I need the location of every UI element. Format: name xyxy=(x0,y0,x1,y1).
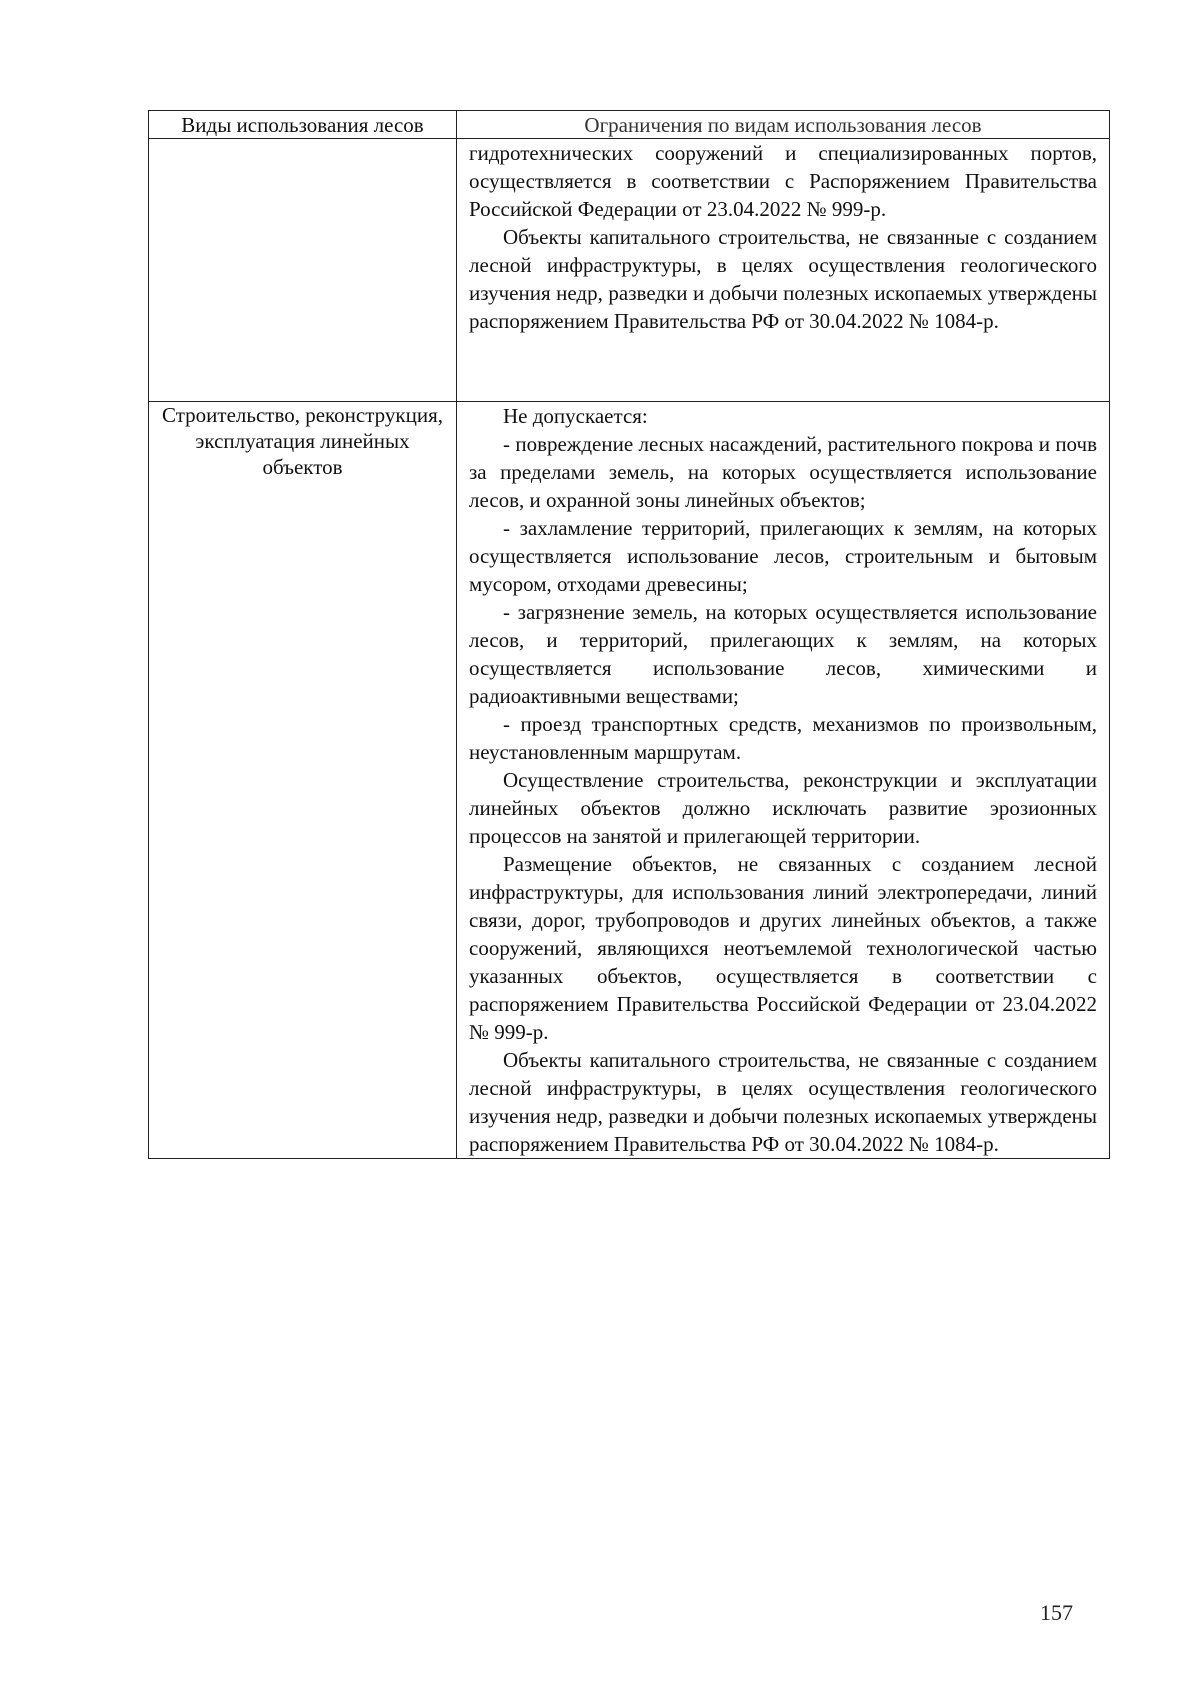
restriction-paragraph: - захламление территорий, прилегающих к землям, на которых осуществляется использование лесов, строительным и бытовым мусором, отходами древесины; xyxy=(469,516,1097,596)
restriction-paragraph: - загрязнение земель, на которых осуществляется использование лесов, и территорий, прилегающих к землям, на которых осуществляется использование лесов, химическими и радиоактивными веществами; xyxy=(469,600,1097,708)
row-2-restrictions xyxy=(457,402,1110,1159)
restriction-paragraph: Осуществление строительства, реконструкции и эксплуатации линейных объектов должно исключать развитие эрозионных процессов на занятой и прилегающей территории. xyxy=(469,768,1097,848)
restriction-paragraph: Объекты капитального строительства, не связанные с созданием лесной инфраструктуры, в целях осуществления геологического изучения недр, разведки и добычи полезных ископаемых утверждены распоряжением Правительства РФ от 30.04.2022 № 1084-р. xyxy=(469,1048,1097,1156)
table-row xyxy=(149,139,1110,402)
restriction-paragraph: Не допускается: xyxy=(503,404,648,428)
header-restrictions: Ограничения по видам использования лесов xyxy=(457,111,1110,139)
row-2-use-type: Строительство, реконструкция, эксплуатация линейных объектов xyxy=(149,402,457,1159)
row-1-use-type xyxy=(149,139,457,402)
row-1-restrictions xyxy=(457,139,1110,402)
restrictions-table xyxy=(148,110,1110,1159)
page-number: 157 xyxy=(1040,1600,1073,1625)
header-forest-use-types: Виды использования лесов xyxy=(149,111,457,139)
restriction-paragraph: - проезд транспортных средств, механизмов по произвольным, неустановленным маршрутам. xyxy=(469,712,1097,764)
restriction-paragraph: - повреждение лесных насаждений, растительного покрова и почв за пределами земель, на которых осуществляется использование лесов, и охранной зоны линейных объектов; xyxy=(469,432,1097,512)
table-header-row xyxy=(149,111,1110,139)
table-row xyxy=(149,402,1110,1159)
restriction-paragraph: Объекты капитального строительства, не связанные с созданием лесной инфраструктуры, в целях осуществления геологического изучения недр, разведки и добычи полезных ископаемых утверждены распоряжением Правительства РФ от 30.04.2022 № 1084-р. xyxy=(469,225,1097,333)
restriction-paragraph: гидротехнических сооружений и специализированных портов, осуществляется в соответствии с Распоряжением Правительства Российской Федерации от 23.04.2022 № 999-р. xyxy=(469,141,1097,221)
restriction-paragraph: Размещение объектов, не связанных с созданием лесной инфраструктуры, для использования линий электропередачи, линий связи, дорог, трубопроводов и других линейных объектов, а также сооружений, являющихся неотъемлемой технологической частью указанных объектов, осуществляется в соответствии с распоряжением Правительства Российской Федерации от 23.04.2022 № 999-р. xyxy=(469,852,1097,1044)
